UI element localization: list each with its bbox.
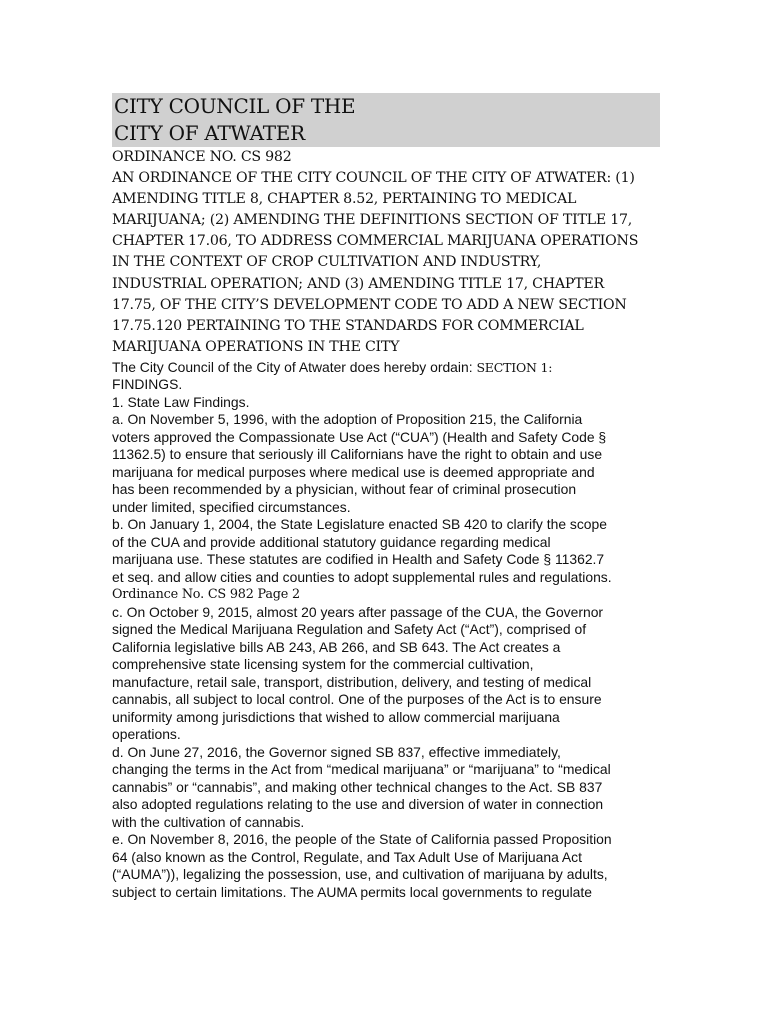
paragraph-line: d. On June 27, 2016, the Governor signed SB 837, effective immediately, xyxy=(112,743,561,760)
paragraph-line: California legislative bills AB 243, AB 266, and SB 643. The Act creates a xyxy=(112,638,561,655)
findings-label: FINDINGS. xyxy=(112,376,183,393)
document-body xyxy=(112,359,660,902)
paragraph-c xyxy=(112,604,660,744)
page-marker: Ordinance No. CS 982 Page 2 xyxy=(112,587,300,603)
paragraph-line: et seq. and allow cities and counties to adopt supplemental rules and regulations. xyxy=(112,568,612,585)
paragraph-line: 11362.5) to ensure that seriously ill Californians have the right to obtain and use xyxy=(112,446,603,463)
paragraph-line: has been recommended by a physician, without fear of criminal prosecution xyxy=(112,481,577,498)
ordinance-heading-line: AMENDING TITLE 8, CHAPTER 8.52, PERTAINING TO MEDICAL xyxy=(112,191,577,208)
paragraph-line: voters approved the Compassionate Use Act (“CUA”) (Health and Safety Code § xyxy=(112,428,607,445)
paragraph-line: (“AUMA”)), legalizing the possession, use, and cultivation of marijuana by adults, xyxy=(112,866,608,883)
paragraph-line: signed the Medical Marijuana Regulation and Safety Act (“Act”), comprised of xyxy=(112,621,587,638)
paragraph-line: of the CUA and provide additional statutory guidance regarding medical xyxy=(112,533,551,550)
paragraph-d xyxy=(112,744,660,832)
ordinance-heading-line: CHAPTER 17.06, TO ADDRESS COMMERCIAL MARIJUANA OPERATIONS xyxy=(112,233,639,250)
ordinance-heading-line: MARIJUANA OPERATIONS IN THE CITY xyxy=(112,338,400,355)
paragraph-line: e. On November 8, 2016, the people of the State of California passed Proposition xyxy=(112,831,612,848)
paragraph-line: comprehensive state licensing system for the commercial cultivation, xyxy=(112,656,534,673)
ordain-line xyxy=(112,359,660,377)
ordinance-heading-line: 17.75.120 PERTAINING TO THE STANDARDS FOR COMMERCIAL xyxy=(112,317,584,334)
paragraph-line: marijuana use. These statutes are codified in Health and Safety Code § 11362.7 xyxy=(112,551,605,568)
paragraph-line: manufacture, retail sale, transport, distribution, delivery, and testing of medical xyxy=(112,673,592,690)
title-band xyxy=(112,93,660,147)
paragraph-line: 64 (also known as the Control, Regulate, and Tax Adult Use of Marijuana Act xyxy=(112,848,582,865)
ordinance-heading-line: MARIJUANA; (2) AMENDING THE DEFINITIONS SECTION OF TITLE 17, xyxy=(112,212,633,229)
title-line-1: CITY COUNCIL OF THE xyxy=(114,94,356,118)
paragraph-line: operations. xyxy=(112,726,181,743)
document-content xyxy=(112,93,660,901)
paragraph-e xyxy=(112,831,660,901)
ordinance-heading-line: 17.75, OF THE CITY’S DEVELOPMENT CODE TO ADD A NEW SECTION xyxy=(112,296,627,313)
ordinance-heading-line: INDUSTRIAL OPERATION; AND (3) AMENDING TITLE 17, CHAPTER xyxy=(112,275,604,292)
paragraph-line: with the cultivation of cannabis. xyxy=(112,813,305,830)
paragraph-line: cannabis” or “cannabis”, and making other technical changes to the Act. SB 837 xyxy=(112,778,603,795)
paragraph-a xyxy=(112,411,660,516)
title-line-2: CITY OF ATWATER xyxy=(114,121,305,145)
paragraph-line: cannabis, all subject to local control. One of the purposes of the Act is to ensure xyxy=(112,691,602,708)
ordinance-heading-line: ORDINANCE NO. CS 982 xyxy=(112,149,292,165)
paragraph-line: uniformity among jurisdictions that wished to allow commercial marijuana xyxy=(112,708,560,725)
ordinance-heading xyxy=(112,147,660,358)
ordain-sentence: The City Council of the City of Atwater does hereby ordain: xyxy=(112,358,473,375)
paragraph-line: a. On November 5, 1996, with the adoption of Proposition 215, the California xyxy=(112,411,583,428)
paragraph-line: marijuana for medical purposes where medical use is deemed appropriate and xyxy=(112,463,595,480)
section-label: SECTION 1: xyxy=(476,359,553,375)
paragraph-line: c. On October 9, 2015, almost 20 years after passage of the CUA, the Governor xyxy=(112,603,604,620)
ordinance-heading-line: IN THE CONTEXT OF CROP CULTIVATION AND INDUSTRY, xyxy=(112,254,542,271)
paragraph-line: changing the terms in the Act from “medical marijuana” or “marijuana” to “medical xyxy=(112,761,611,778)
paragraph-b xyxy=(112,516,660,586)
state-law-heading: 1. State Law Findings. xyxy=(112,393,250,410)
paragraph-line: also adopted regulations relating to the use and diversion of water in connection xyxy=(112,796,604,813)
paragraph-line: subject to certain limitations. The AUMA permits local governments to regulate xyxy=(112,883,592,900)
ordinance-heading-line: AN ORDINANCE OF THE CITY COUNCIL OF THE CITY OF ATWATER: (1) xyxy=(112,170,635,187)
paragraph-line: b. On January 1, 2004, the State Legislature enacted SB 420 to clarify the scope xyxy=(112,516,607,533)
paragraph-line: under limited, specified circumstances. xyxy=(112,498,351,515)
